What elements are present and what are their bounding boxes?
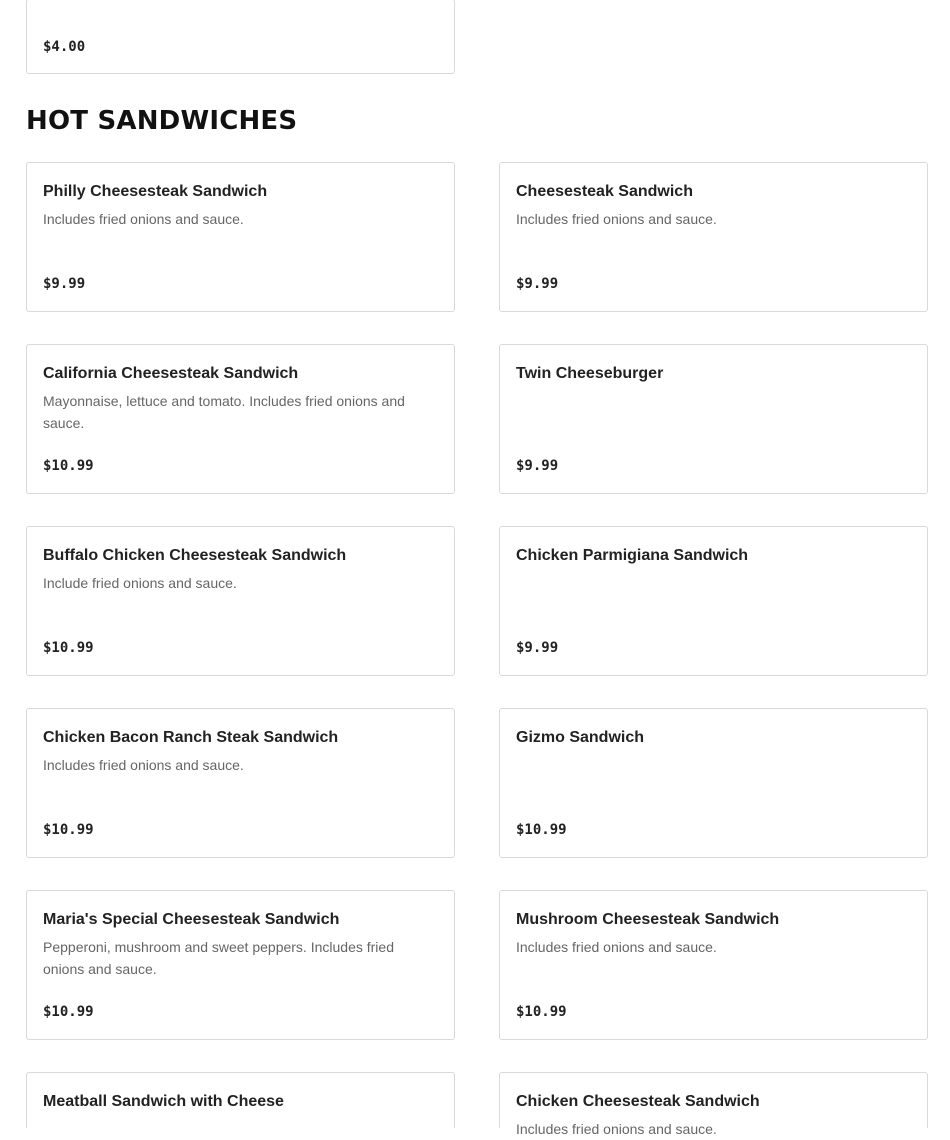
item-description: Includes fried onions and sauce.: [516, 939, 717, 955]
menu-item-card-previous[interactable]: [26, 0, 455, 74]
menu-item-card[interactable]: [26, 1072, 455, 1128]
item-name: Chicken Bacon Ranch Steak Sandwich: [43, 729, 339, 746]
item-price: $9.99: [516, 458, 559, 474]
item-price: $4.00: [43, 39, 86, 55]
item-description: Includes fried onions and sauce.: [516, 1121, 717, 1137]
menu-item-card[interactable]: [499, 344, 928, 494]
item-name: Chicken Cheesesteak Sandwich: [516, 1093, 760, 1110]
menu-item-card[interactable]: [26, 344, 455, 494]
item-description: Include fried onions and sauce.: [43, 575, 237, 591]
item-name: Buffalo Chicken Cheesesteak Sandwich: [43, 547, 347, 564]
menu-item-card[interactable]: [26, 526, 455, 676]
menu-item-card[interactable]: [499, 708, 928, 858]
item-name: Mushroom Cheesesteak Sandwich: [516, 911, 780, 928]
menu-item-card[interactable]: [499, 526, 928, 676]
item-description: Pepperoni, mushroom and sweet peppers. Includes fried onions and sauce.: [43, 939, 394, 977]
item-name: Twin Cheeseburger: [516, 365, 664, 382]
menu-item-card[interactable]: [26, 708, 455, 858]
item-name: Cheesesteak Sandwich: [516, 183, 693, 200]
item-price: $10.99: [43, 458, 94, 474]
menu-item-card[interactable]: [499, 1072, 928, 1137]
item-price: $10.99: [516, 1004, 567, 1020]
menu-item-card[interactable]: [26, 162, 455, 312]
item-description: Mayonnaise, lettuce and tomato. Includes fried onions and sauce.: [43, 393, 405, 431]
item-name: Gizmo Sandwich: [516, 729, 645, 746]
item-price: $10.99: [43, 1004, 94, 1020]
item-description: Includes fried onions and sauce.: [43, 757, 244, 773]
item-name: Chicken Parmigiana Sandwich: [516, 547, 749, 564]
menu-item-card[interactable]: [499, 162, 928, 312]
item-price: $10.99: [43, 640, 94, 656]
item-name: Philly Cheesesteak Sandwich: [43, 183, 268, 200]
item-name: California Cheesesteak Sandwich: [43, 365, 299, 382]
item-name: Maria's Special Cheesesteak Sandwich: [43, 911, 340, 928]
item-description: Includes fried onions and sauce.: [43, 211, 244, 227]
menu-item-card[interactable]: [26, 890, 455, 1040]
item-price: $9.99: [516, 640, 559, 656]
menu-item-card[interactable]: [499, 890, 928, 1040]
item-name: Meatball Sandwich with Cheese: [43, 1093, 284, 1110]
item-price: $9.99: [516, 276, 559, 292]
item-description: Includes fried onions and sauce.: [516, 211, 717, 227]
item-price: $10.99: [516, 822, 567, 838]
item-price: $9.99: [43, 276, 86, 292]
item-price: $10.99: [43, 822, 94, 838]
section-title: HOT SANDWICHES: [26, 106, 298, 136]
